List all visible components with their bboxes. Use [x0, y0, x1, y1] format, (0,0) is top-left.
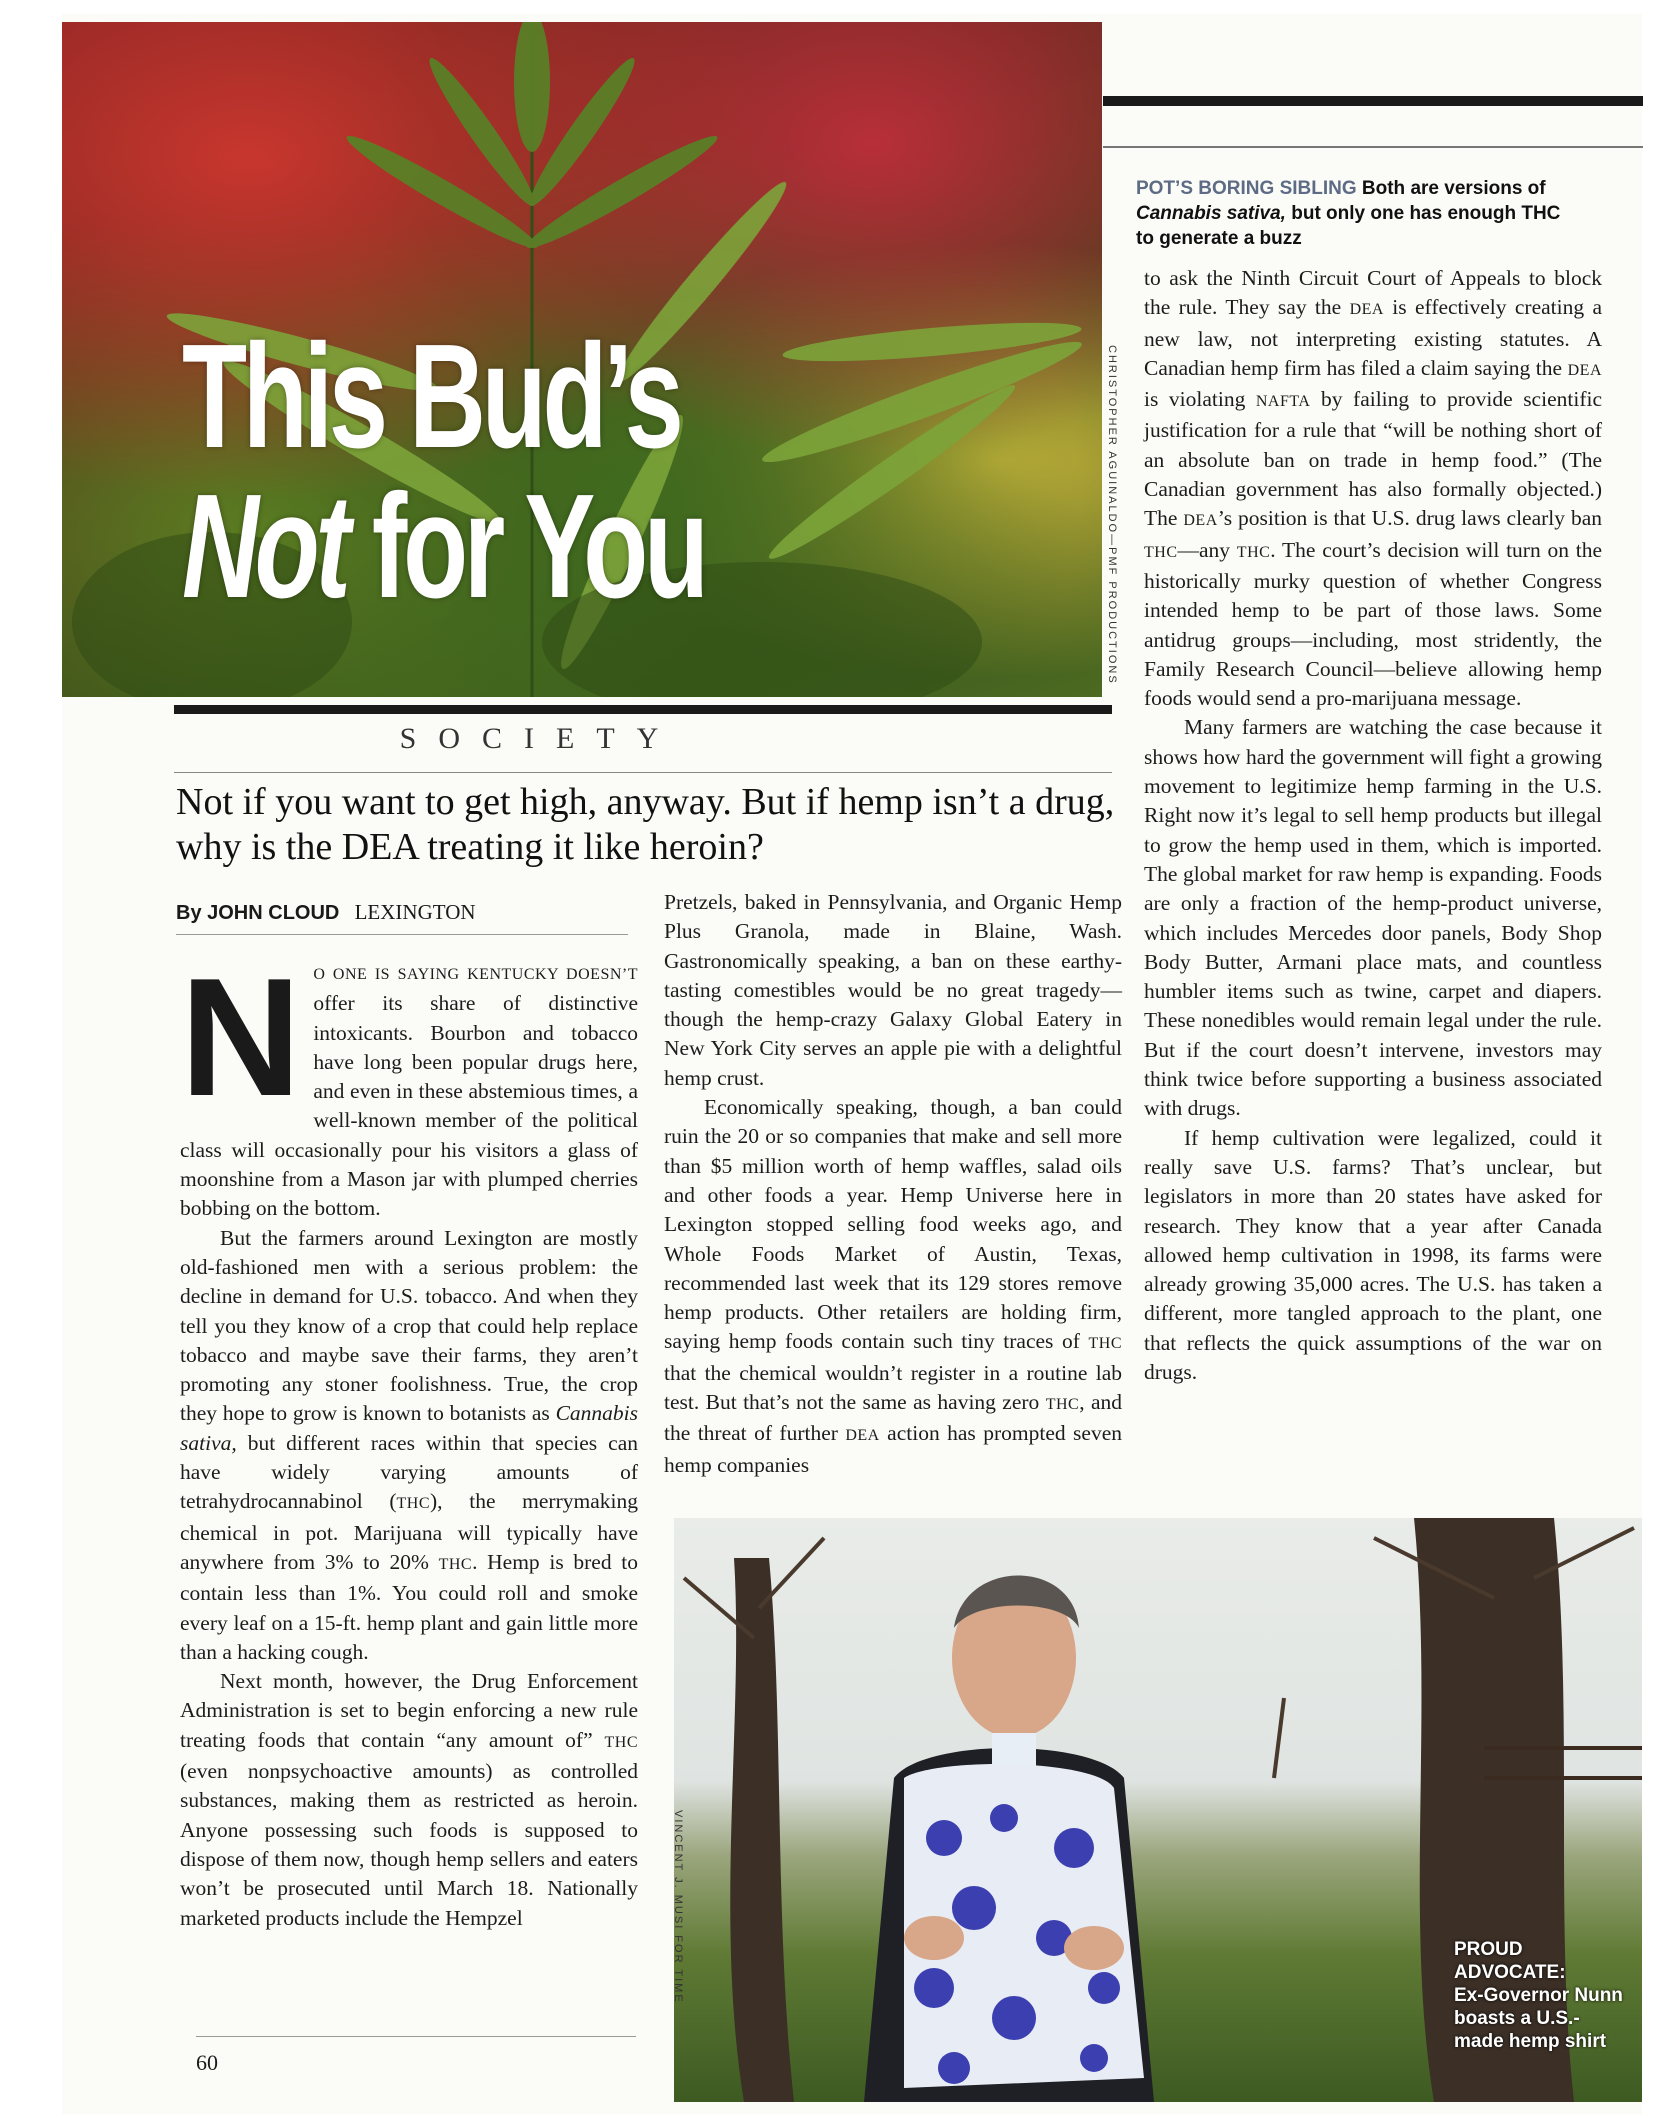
col3-p1-text-g: . The court’s decision will turn on the historically murky question of whether Congress intended hemp to be part of those laws. Some antidrug groups—including, most stridently, the Family Research Council—believe allowing hemp foods would send a pro-marijuana message.: [1144, 537, 1602, 711]
col3-p1-dea-2: DEA: [1567, 361, 1602, 379]
governor-photo-credit: VINCENT J. MUSI FOR TIME: [672, 1810, 684, 2004]
column-1: [180, 943, 638, 1933]
col3-p1-text-d: by failing to provide scientific justification for a rule that “will be nothing short of an absolute ban on trade in hemp food.” (The Canadian government has also formally objected.) The: [1144, 387, 1602, 531]
governor-caption-label: PROUD ADVOCATE:: [1454, 1939, 1566, 1983]
col3-p1-text-f: —any: [1177, 537, 1237, 562]
col1-paragraph-3: [180, 1667, 638, 1933]
page-number: 60: [196, 2050, 218, 2075]
col1-p3-thc: THC: [604, 1733, 638, 1751]
hero-photo-credit: CHRISTOPHER AGUINALDO—PMF PRODUCTIONS: [1106, 345, 1118, 685]
col3-p1-text: to ask the Ninth Circuit Court of Appeals to block the rule. They say the: [1144, 266, 1602, 320]
col3-p1-thc-2: THC: [1236, 543, 1271, 561]
byline: [176, 900, 476, 925]
byline-rule: [176, 934, 628, 935]
col2-paragraph-1: Pretzels, baked in Pennsylvania, and Organic Hemp Plus Granola, made in Blaine, Wash. Gastronomically speaking, a ban on these earthy-tasting comestibles would be no great tragedy—though the hemp-crazy Galaxy Global Eatery in New York City serves an apple pie with a delightful hemp crust.: [664, 890, 1122, 1090]
col2-p2-text: Economically speaking, though, a ban could ruin the 20 or so companies that make and sell more than $5 million worth of hemp waffles, salad oils and other foods a year. Hemp Universe here in Lexington stopped selling food weeks ago, and Whole Foods Market of Austin, Texas, recommended last week that its 129 stores remove hemp products. Other retailers are holding firm, saying hemp foods contain such tiny traces of: [664, 1095, 1122, 1354]
col2-p2-thc-2: THC: [1045, 1396, 1080, 1414]
col3-paragraph-1: [1144, 264, 1602, 713]
col2-p2-thc: THC: [1088, 1335, 1122, 1353]
col1-lead-in: O ONE IS SAYING KENTUCKY DOESN’T: [313, 966, 638, 983]
col3-p1-thc: THC: [1144, 543, 1178, 561]
col3-p1-text-b: is effectively creating a new law, not interpreting existing statutes. A Canadian hemp firm has filed a claim saying the: [1144, 295, 1603, 380]
column-2: [664, 888, 1122, 1480]
governor-photo: [674, 1518, 1642, 2102]
section-rule-thin: [174, 772, 1112, 773]
col2-paragraph-2: [664, 1093, 1122, 1480]
col1-p1-text: offer its share of distinctive intoxicants. Bourbon and tobacco have long been popular drugs here, and even in these abstemious times, a well-known member of the political class will occasionally pour his visitors a glass of moonshine from a Mason jar with plumped cherries bobbing on the bottom.: [180, 991, 638, 1221]
col2-p2-text-c: , and the threat of further: [664, 1390, 1122, 1446]
governor-figure: [864, 1576, 1154, 2103]
col3-p1-dea: DEA: [1349, 301, 1384, 319]
col1-p3-text: Next month, however, the Drug Enforcement Administration is set to begin enforcing a new rule treating foods that contain “any amount of”: [180, 1669, 638, 1752]
col1-p2-text-c: ), the merrymaking chemical in pot. Marijuana will typically have anywhere from 3% to 20%: [180, 1489, 638, 1574]
col1-paragraph-2: [180, 1224, 638, 1667]
caption-text-end: but only one has enough THC to generate a buzz: [1136, 203, 1561, 249]
caption-text: Both are versions of: [1356, 178, 1546, 199]
col1-p2-thc: THC: [396, 1495, 431, 1513]
col1-p3-text-b: (even nonpsychoactive amounts) as controlled substances, making them as restricted as heroin. Anyone possessing such foods is supposed to dispose of them now, though hemp sellers and eaters won’t be prosecuted until March 18. Nationally marketed products include the Hempzel: [180, 1759, 638, 1930]
col1-p2-italic: Cannabis sativa,: [180, 1401, 638, 1455]
col1-paragraph-1: [180, 943, 638, 1224]
headline-not: Not: [182, 464, 347, 629]
section-label: SOCIETY: [399, 722, 681, 755]
caption-italic: Cannabis sativa,: [1136, 203, 1286, 224]
col2-p2-text-d: action has prompted seven hemp companies: [664, 1421, 1122, 1477]
section-rule-thick: [174, 705, 1112, 714]
col1-p2-text: But the farmers around Lexington are mostly old-fashioned men with a serious problem: the decline in demand for U.S. tobacco. And when they tell you they know of a crop that could help replace tobacco and maybe save their farms, they aren’t promoting any stoner foolishness. True, the crop they hope to grow is known to botanists as: [180, 1225, 638, 1426]
caption-label: POT’S BORING SIBLING: [1136, 178, 1357, 199]
hero-photo: [62, 22, 1102, 697]
headline-line2: [182, 464, 705, 629]
governor-caption-text: Ex-Governor Nunn boasts a U.S.-made hemp shirt: [1454, 1985, 1623, 2052]
col2-p2-dea: DEA: [845, 1427, 880, 1445]
headline-line1: This Bud’s: [182, 314, 680, 479]
col3-paragraph-3: If hemp cultivation were legalized, could it really save U.S. farms? That’s unclear, but legislators in more than 20 states have asked for research. They know that a year after Canada allowed hemp cultivation in 1998, its farms were already growing 35,000 acres. The U.S. has taken a different, more tangled approach to the plant, one that reflects the quick assumptions of the war on drugs.: [1144, 1125, 1602, 1384]
col3-p1-text-c: is violating: [1144, 387, 1256, 412]
drop-cap: N: [180, 943, 302, 1131]
col3-p1-nafta: NAFTA: [1255, 393, 1311, 411]
col3-paragraph-2: Many farmers are watching the case because it shows how hard the government will fight a growing movement to legitimize hemp farming in the U.S. Right now it’s legal to sell hemp products but illegal to grow the hemp used in them, which is imported. The global market for raw hemp is expanding. Foods are only a fraction of the hemp-product universe, which includes Mercedes door panels, Body Shop Body Butter, Armani place mats, and countless humbler items such as twine, carpet and diapers. These nonedibles would remain legal under the rule. But if the court doesn’t intervene, investors may think twice before supporting a business associated with drugs.: [1144, 715, 1602, 1121]
col1-p2-text-d: . Hemp is bred to contain less than 1%. You could roll and smoke every leaf on a 15-ft. hemp plant and gain little more than a hacking cough.: [180, 1549, 638, 1664]
column-3: [1144, 264, 1602, 1387]
deck: Not if you want to get high, anyway. But if hemp isn’t a drug, why is the DEA treating it like heroin?: [176, 781, 1115, 868]
col1-p2-text-b: but different races within that species can have widely varying amounts of tetrahydrocannabinol (: [180, 1430, 638, 1514]
headline-for-you: for You: [346, 464, 705, 629]
top-rule-thick: [1103, 96, 1643, 106]
top-rule-thin: [1103, 146, 1643, 148]
folio-rule: [196, 2036, 636, 2037]
col2-p2-text-b: that the chemical wouldn’t register in a routine lab test. But that’s not the same as having zero: [664, 1360, 1122, 1415]
headline: [182, 314, 705, 629]
col3-p1-text-e: ’s position is that U.S. drug laws clearly ban: [1217, 506, 1602, 531]
col1-p2-thc-2: THC: [438, 1555, 473, 1573]
top-photo-caption: [1136, 176, 1576, 251]
governor-caption: [1454, 1938, 1624, 2053]
col3-p1-dea-3: DEA: [1183, 512, 1218, 530]
byline-place: LEXINGTON: [354, 900, 476, 924]
byline-author: By JOHN CLOUD: [176, 902, 340, 924]
